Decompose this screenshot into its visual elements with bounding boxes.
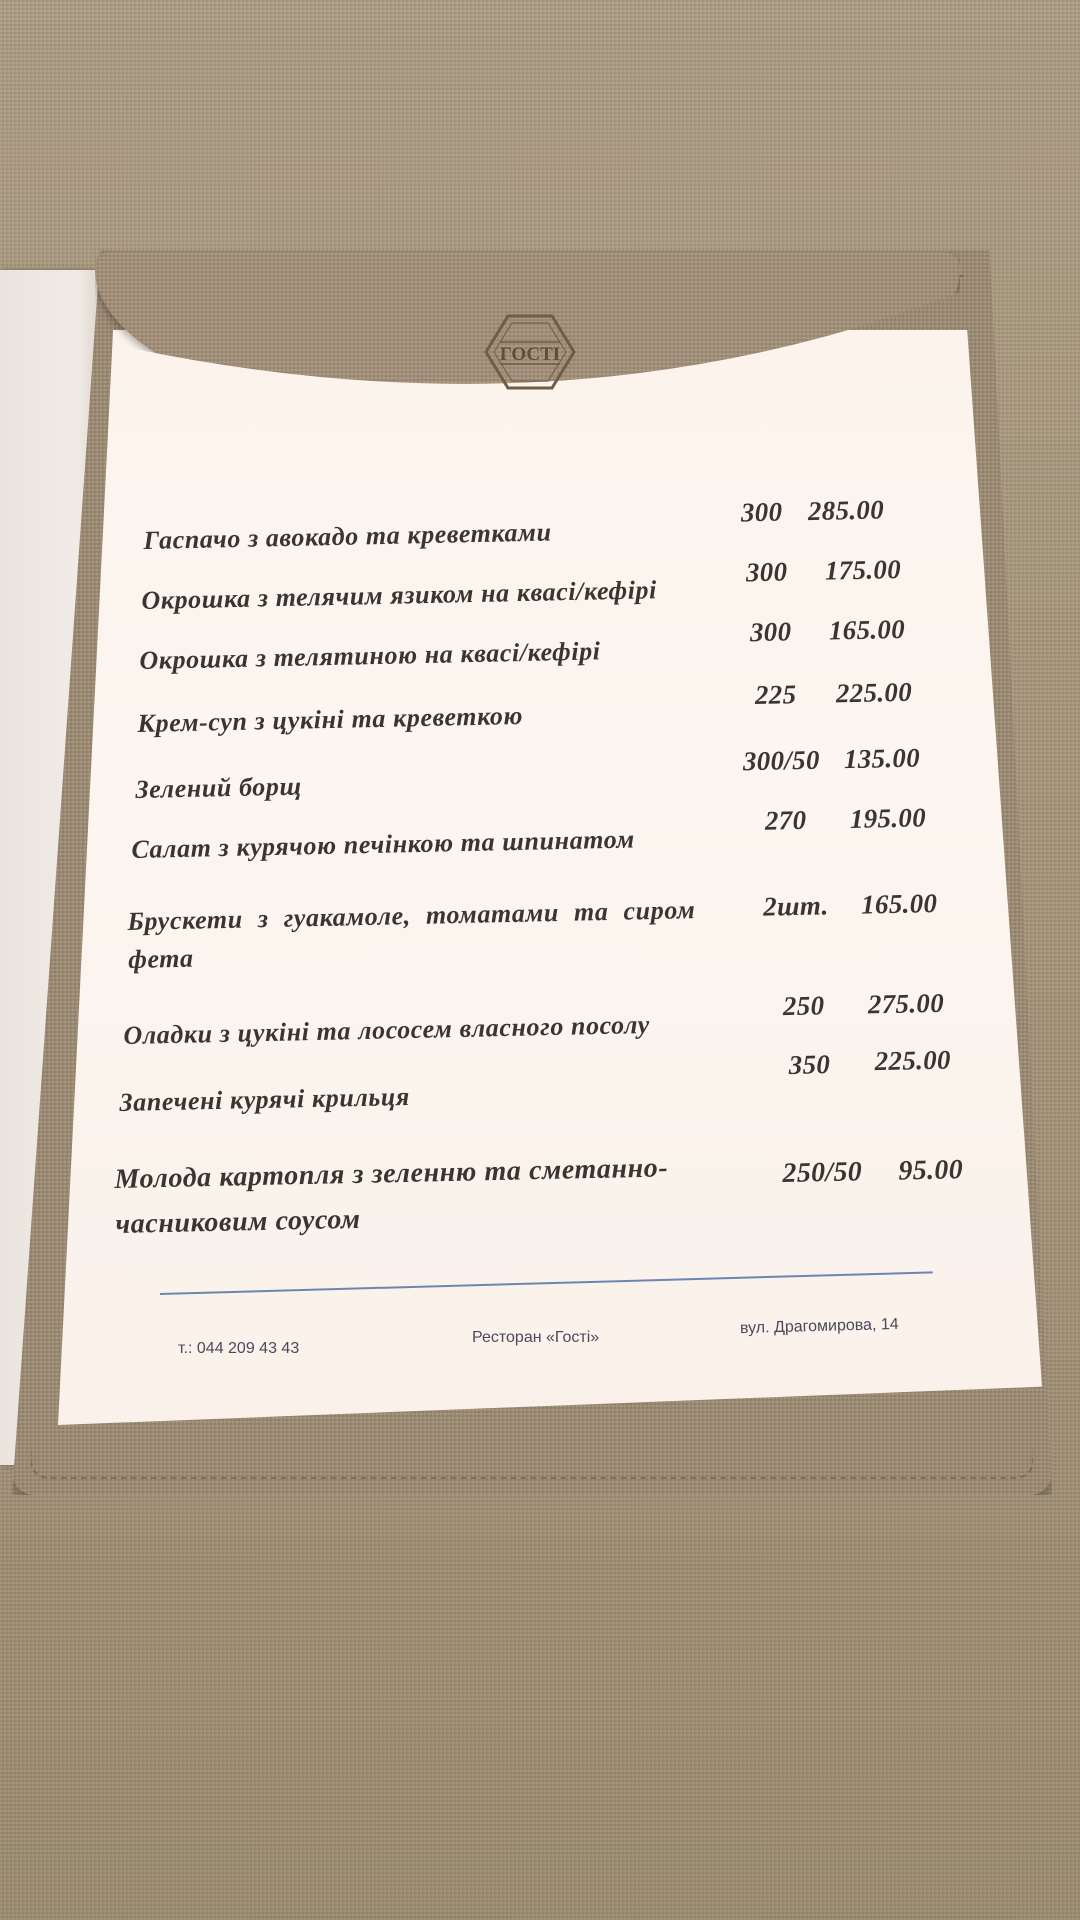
menu-item-price: 285.00 xyxy=(807,494,885,527)
menu-item-name: Зелений борщ xyxy=(135,771,303,804)
menu-item-price: 225.00 xyxy=(835,676,913,709)
menu-item-name: Гаспачо з авокадо та креветками xyxy=(143,517,552,555)
menu-item-price: 135.00 xyxy=(843,742,921,775)
menu-item-price: 165.00 xyxy=(828,613,906,646)
menu-item-price: 225.00 xyxy=(874,1044,952,1077)
menu-item-price: 175.00 xyxy=(824,554,902,586)
menu-item-weight: 350 xyxy=(788,1049,831,1080)
menu-item-name: Окрошка з телячим язиком на квасі/кефірі xyxy=(141,575,658,615)
menu-item-name: Запечені курячі крильця xyxy=(119,1081,411,1117)
menu-item-weight: 250/50 xyxy=(782,1156,863,1190)
menu-item-weight: 300 xyxy=(745,556,788,588)
menu-item-weight: 270 xyxy=(764,804,807,836)
menu-item-weight: 300 xyxy=(749,616,792,648)
menu-item-price: 275.00 xyxy=(867,987,945,1020)
menu-item-name: Салат з курячою печінкою та шпинатом xyxy=(131,824,636,864)
menu-item-name: Молода картопля з зеленню та сметанно- xyxy=(114,1152,669,1195)
menu-item-weight: 225 xyxy=(754,679,797,711)
menu-item-weight: 300 xyxy=(740,496,783,528)
menu-item-weight: 300/50 xyxy=(742,744,821,777)
menu-item-name: Брускети з гуакамоле, томатами та сиром xyxy=(127,895,696,936)
menu-item-price: 95.00 xyxy=(898,1154,964,1187)
menu-item-price: 165.00 xyxy=(860,888,938,920)
footer-restaurant-name: Ресторан «Гості» xyxy=(472,1329,600,1346)
footer-address: вул. Драгомирова, 14 xyxy=(739,1315,899,1338)
logo-text: ГОСТІ xyxy=(499,344,561,365)
menu-item-name: Окрошка з телятиною на квасі/кефірі xyxy=(139,636,601,675)
menu-item-name-continued: часниковим соусом xyxy=(115,1203,361,1240)
menu-item-price: 195.00 xyxy=(849,802,927,834)
menu-item-name: Оладки з цукіні та лососем власного посолу xyxy=(123,1009,651,1050)
menu-item-name-continued: фета xyxy=(127,943,194,974)
menu-item-weight: 2шт. xyxy=(762,890,829,922)
menu-item-name: Крем-суп з цукіні та креветкою xyxy=(137,700,524,738)
footer-phone: т.: 044 209 43 43 xyxy=(178,1340,300,1357)
menu-item-weight: 250 xyxy=(782,990,825,1022)
